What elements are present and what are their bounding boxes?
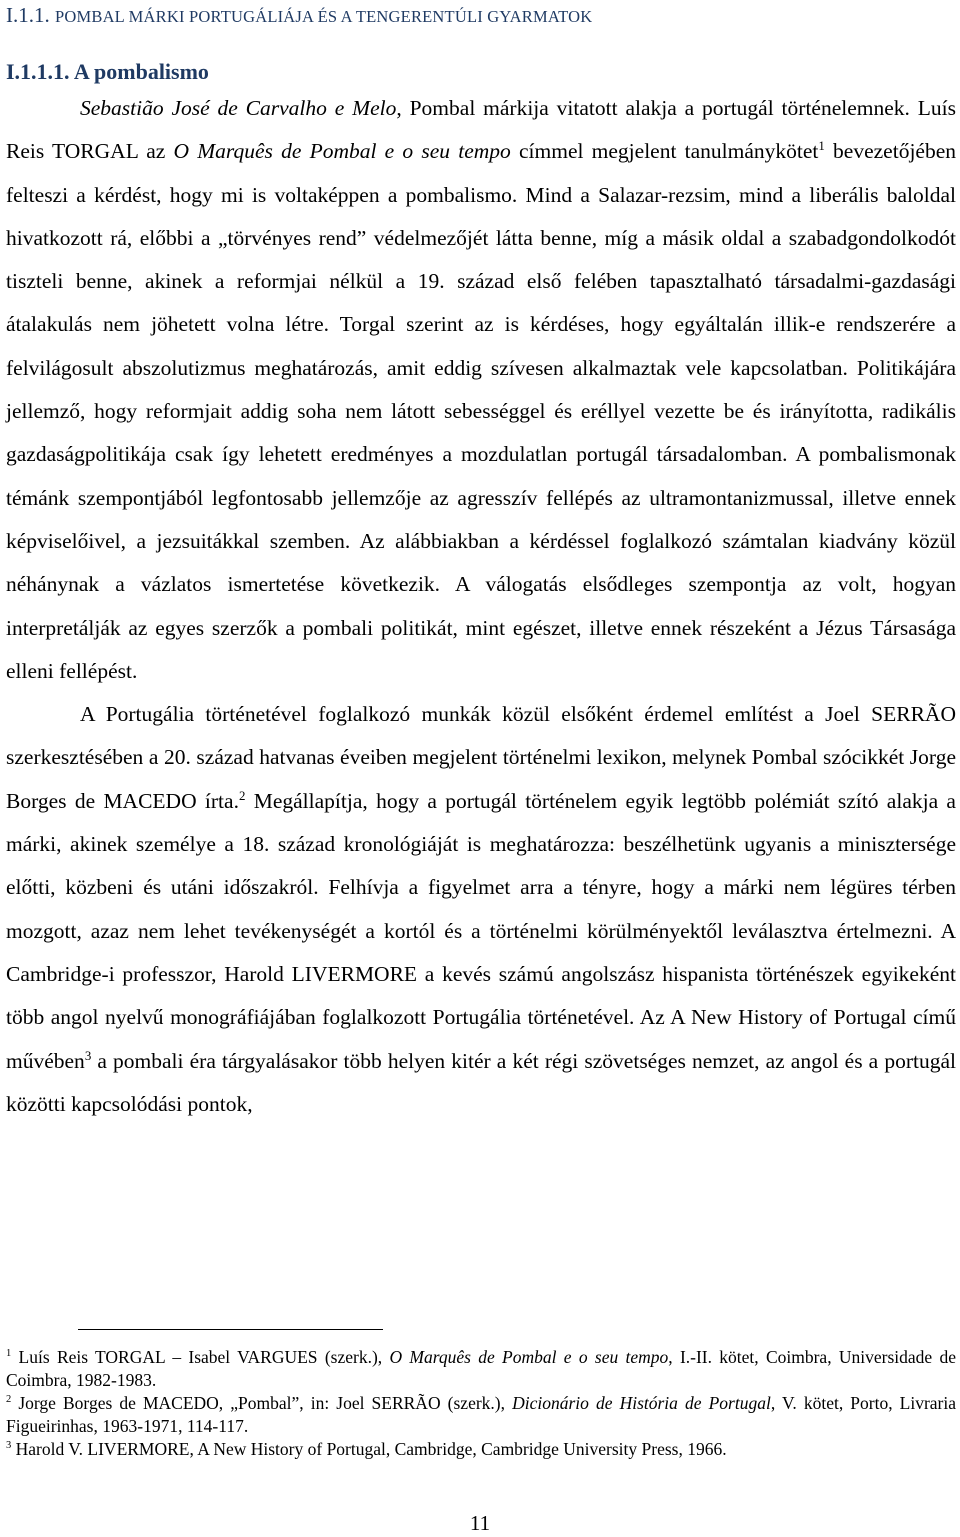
footnote-reference-1[interactable]: 1	[818, 139, 825, 154]
italic-title: O Marquês de Pombal e o seu tempo	[173, 139, 511, 164]
text-run: Luís Reis TORGAL az	[6, 96, 956, 164]
paragraph	[6, 693, 956, 1126]
text-run: a pombali éra tárgyalásakor több helyen kitér a két régi szövetséges nemzet, az angol és a portugál közötti kapcsolódási pontok,	[6, 1048, 956, 1116]
text-run: A Portugália történetével foglalkozó munkák közül elsőként érdemel említést a Joel SERRÃO szerkesztésében a 20. század hatvanas éveiben megjelent történelmi lexikon, melynek Pombal szócikkét Jorge Borges de MACEDO írta.	[6, 702, 956, 813]
page-number: 11	[469, 1511, 491, 1535]
footnote-reference-2[interactable]: 2	[238, 788, 246, 803]
footnote-text: Harold V. LIVERMORE, A New History of Portugal, Cambridge, Cambridge University Press, 1966.	[11, 1439, 727, 1459]
footnote-italic: O Marquês de Pombal e o seu tempo	[389, 1347, 669, 1367]
footnote-italic: Dicionário de História de Portugal	[512, 1393, 771, 1413]
italic-name: Sebastião José de Carvalho e Melo	[80, 96, 397, 120]
section-heading-title: POMBAL MÁRKI PORTUGÁLIÁJA ÉS A TENGERENTÚLI GYARMATOK	[55, 7, 593, 26]
text-run: Megállapítja, hogy a portugál történelem egyik legtöbb polémiát szító alakja a márki, akinek személye a 18. század kronológiáját is meghatározza: beszélhetünk ugyanis a minisztersége előtti, közbeni és utáni időszakról. Felhívja a figyelmet arra a tényre, hogy a márki nem légüres térben mozgott, azaz nem lehet tevékenységét a kortól és a történelmi körülményektől leválasztva értelmezni. A Cambridge-i professzor, Harold LIVERMORE a kevés számú angolszász hispanista történészek egyikeként több angol nyelvű monográfiájában foglalkozott Portugália történetével. Az A New History of Portugal című művében	[6, 788, 956, 1073]
footnote-1	[6, 1346, 956, 1392]
paragraph	[6, 87, 956, 693]
footnote-text: Jorge Borges de MACEDO, „Pombal”, in: Joel SERRÃO (szerk.),	[11, 1393, 513, 1413]
body-text	[6, 87, 956, 1126]
footnote-text: , V. kötet, Porto, Livraria Figueirinhas, 1963-1971, 114-117.	[6, 1393, 957, 1436]
text-run: bevezetőjében felteszi a kérdést, hogy mi is voltaképpen a pombalismo. Mind a Salazar-rezsim, mind a liberális baloldal hivatkozott rá, előbbi a „törvényes rend” védelmezőjét látta benne, míg a másik oldal a szabadgondolkodót tiszteli benne, akinek a reformjai nélkül a 19. század első felében tapasztalható társadalmi-gazdasági átalakulás nem jöhetett volna létre. Torgal szerint az is kérdéses, hogy egyáltalán illik-e rendszerére a felvilágosult abszolutizmus meghatározás, amit eddig szívesen alkalmaztak vele kapcsolatban. Politikájára jellemző, hogy reformjait addig soha nem látott sebességgel és eréllyel vezette be és irányította, radikális gazdaságpolitikája csak így lehetett eredményes a mozdulatlan portugál társadalomban. A pombalismonak témánk szempontjából legfontosabb jellemzője az agresszív fellépés az ultramontanizmussal, illetve ennek képviselőivel, a jezsuitákkal szemben. Az alábbiakban a kérdéssel foglalkozó számtalan kiadvány közül néhánynak a vázlatos ismertetése következik. A válogatás elsődleges szempontja az volt, hogyan interpretálják az egyes szerzők a pombali politikát, mint egészet, illetve ennek részeként a Jézus Társasága elleni fellépést.	[6, 139, 956, 683]
text-run: címmel megjelent tanulmánykötet	[510, 139, 819, 164]
subsection-heading: I.1.1.1. A pombalismo	[6, 59, 209, 84]
footnote-reference-3[interactable]: 3	[84, 1048, 92, 1063]
text-run: , Pombal márkija vitatott alakja a portugál történelemnek.	[396, 96, 910, 120]
footnote-2	[6, 1392, 956, 1438]
footnote-number: 3	[6, 1440, 12, 1452]
footnote-text: Luís Reis TORGAL – Isabel VARGUES (szerk.),	[11, 1347, 390, 1367]
footnote-number: 1	[6, 1348, 12, 1360]
footnote-3	[6, 1438, 956, 1461]
footnotes	[6, 1346, 956, 1461]
section-heading-number: I.1.1.	[6, 3, 50, 27]
footnote-number: 2	[6, 1394, 12, 1406]
section-heading	[6, 2, 956, 30]
footnote-separator	[78, 1329, 383, 1330]
footnote-text: , I.-II. kötet, Coimbra, Universidade de Coimbra, 1982-1983.	[6, 1347, 956, 1390]
